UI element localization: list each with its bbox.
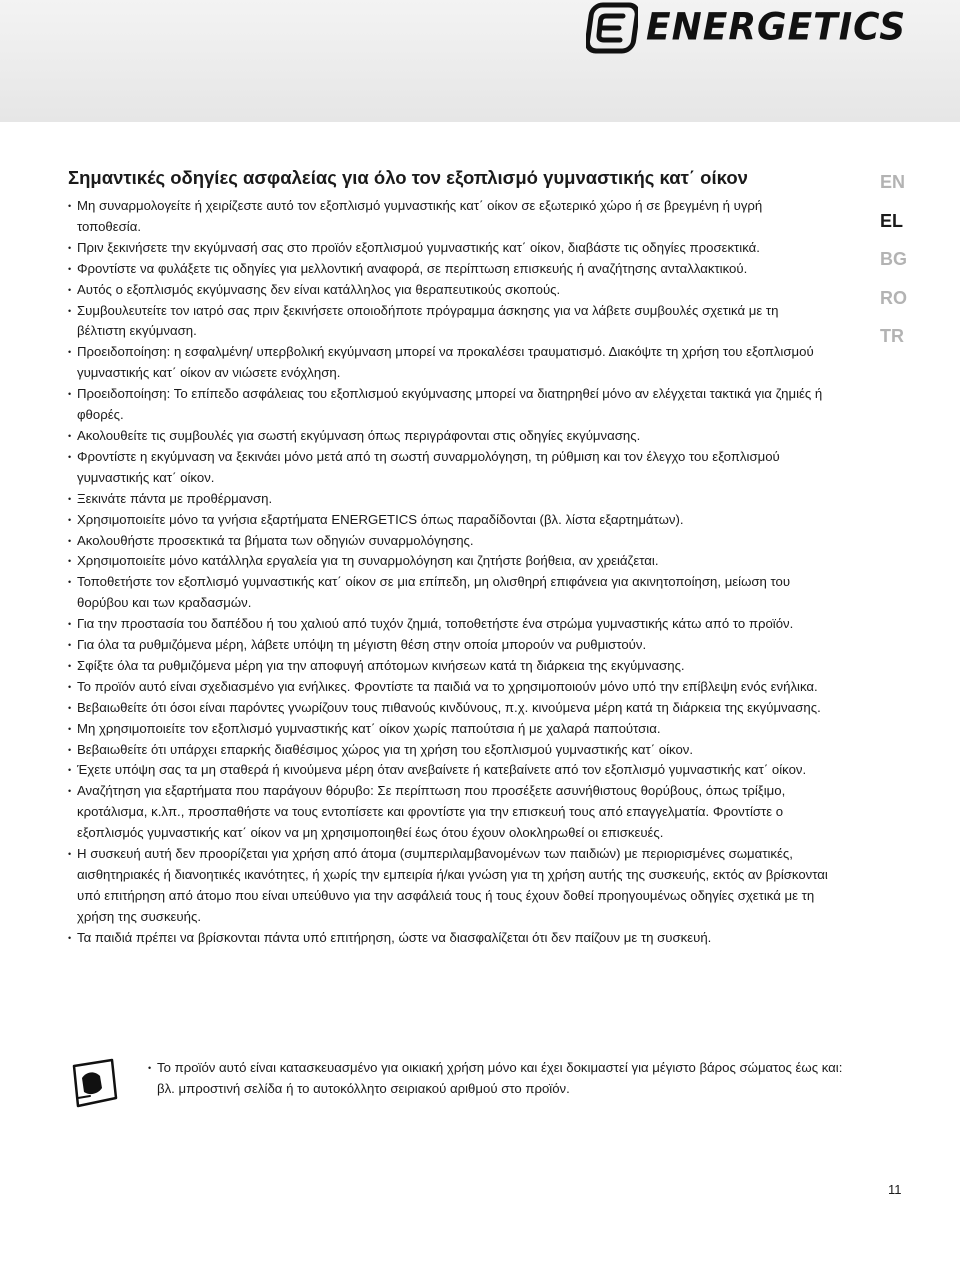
language-tab-en[interactable]: EN — [880, 172, 906, 192]
list-item: • Φροντίστε να φυλάξετε τις οδηγίες για μελλοντική αναφορά, σε περίπτωση επισκευής ή αναζήτησης ανταλλακτικού. — [68, 259, 828, 280]
language-tab-ro[interactable]: RO — [880, 287, 907, 308]
list-item: • Συμβουλευτείτε τον ιατρό σας πριν ξεκινήσετε οποιοδήποτε πρόγραμμα άσκησης για να λάβετε συμβουλές σχετικά με τη βέλτιστη εκγύμναση. — [68, 301, 828, 343]
list-item: • Ακολουθήστε προσεκτικά τα βήματα των οδηγιών συναρμολόγησης. — [68, 531, 828, 552]
language-nav — [880, 170, 940, 363]
list-item: • Έχετε υπόψη σας τα μη σταθερά ή κινούμενα μέρη όταν ανεβαίνετε ή κατεβαίνετε από τον εξοπλισμό γυμναστικής κατ΄ οίκον. — [68, 760, 828, 781]
list-item: • Βεβαιωθείτε ότι υπάρχει επαρκής διαθέσιμος χώρος για τη χρήση του εξοπλισμού γυμναστικής κατ΄ οίκον. — [68, 740, 828, 761]
list-item: • Για την προστασία του δαπέδου ή του χαλιού από τυχόν ζημιά, τοποθετήστε ένα στρώμα γυμναστικής κάτω από το προϊόν. — [68, 614, 828, 635]
list-item: • Προειδοποίηση: Το επίπεδο ασφάλειας του εξοπλισμού εκγύμνασης μπορεί να διατηρηθεί μόνο αν ελέγχεται τακτικά για ζημιές ή φθορές. — [68, 384, 828, 426]
list-item: • Ακολουθείτε τις συμβουλές για σωστή εκγύμναση όπως περιγράφονται στις οδηγίες εκγύμνασης. — [68, 426, 828, 447]
list-item: • Τοποθετήστε τον εξοπλισμό γυμναστικής κατ΄ οίκον σε μια επίπεδη, μη ολισθηρή επιφάνεια για ακινητοποίηση, μείωση του θορύβου και των κραδασμών. — [68, 572, 828, 614]
safety-list — [68, 196, 828, 949]
language-tab-tr[interactable]: TR — [880, 326, 904, 347]
safety-section — [68, 166, 828, 949]
language-tab-el[interactable]: EL — [880, 210, 904, 231]
brand-logo — [586, 0, 931, 55]
list-item: • Πριν ξεκινήσετε την εκγύμνασή σας στο προϊόν εξοπλισμού γυμναστικής κατ΄ οίκον, διαβάστε τις οδηγίες προσεκτικά. — [68, 238, 828, 259]
section-title: Σημαντικές οδηγίες ασφαλείας για όλο τον εξοπλισμό γυμναστικής κατ΄ οίκον — [68, 167, 748, 188]
brand-name: ENERGETICS — [646, 5, 907, 50]
weight-note-text: • Το προϊόν αυτό είναι κατασκευασμένο για οικιακή χρήση μόνο και έχει δοκιμαστεί για μέγιστο βάρος σώματος έως και: βλ. μπροστινή σελίδα ή το αυτοκόλλητο σειριακού αριθμού στο προϊόν. — [148, 1058, 857, 1100]
list-item: • Αναζήτηση για εξαρτήματα που παράγουν θόρυβο: Σε περίπτωση που προσέξετε ασυνήθιστους θορύβους, όπως τρίξιμο, κροτάλισμα, κ.λπ., προσπαθήστε να τους εντοπίσετε και φροντίστε για την επισκευή τους από επαγγελματία. Φροντίστε ο εξοπλισμός γυμναστικής κατ΄ οίκον να μη χρησιμοποιηθεί έως ότου έχουν ολοκληρωθεί οι επισκευές. — [68, 781, 828, 844]
list-item: • Αυτός ο εξοπλισμός εκγύμνασης δεν είναι κατάλληλος για θεραπευτικούς σκοπούς. — [68, 280, 828, 301]
list-item: • Μη συναρμολογείτε ή χειρίζεστε αυτό τον εξοπλισμό γυμναστικής κατ΄ οίκον σε εξωτερικό χώρο ή σε βρεγμένη ή υγρή τοποθεσία. — [68, 196, 828, 238]
list-item: • Χρησιμοποιείτε μόνο τα γνήσια εξαρτήματα ENERGETICS όπως παραδίδονται (βλ. λίστα εξαρτημάτων). — [68, 510, 828, 531]
list-item: • Βεβαιωθείτε ότι όσοι είναι παρόντες γνωρίζουν τους πιθανούς κινδύνους, π.χ. κινούμενα μέρη κατά τη διάρκεια της εκγύμνασης. — [68, 698, 828, 719]
list-item: • Σφίξτε όλα τα ρυθμιζόμενα μέρη για την αποφυγή απότομων κινήσεων κατά τη διάρκεια της εκγύμνασης. — [68, 656, 828, 677]
list-item: • Η συσκευή αυτή δεν προορίζεται για χρήση από άτομα (συμπεριλαμβανομένων των παιδιών) με περιορισμένες σωματικές, αισθητηριακές ή διανοητικές ικανότητες, ή χωρίς την εμπειρία ή/και γνώση για τη χρήση αυτής της συσκευής, εκτός αν βρίσκονται υπό επιτήρηση από άτομο που είναι υπεύθυνο για την ασφάλειά τους ή τους έχουν δοθεί προηγουμένως οδηγίες σχετικά με τη χρήση της συσκευής. — [68, 844, 828, 928]
list-item: • Για όλα τα ρυθμιζόμενα μέρη, λάβετε υπόψη τη μέγιστη θέση στην οποία μπορούν να ρυθμιστούν. — [68, 635, 828, 656]
list-item: • Ξεκινάτε πάντα με προθέρμανση. — [68, 489, 828, 510]
page-number: 11 — [888, 1182, 902, 1197]
list-item: • Μη χρησιμοποιείτε τον εξοπλισμό γυμναστικής κατ΄ οίκον χωρίς παπούτσια ή με χαλαρά παπούτσια. — [68, 719, 828, 740]
language-tab-bg[interactable]: BG — [880, 249, 907, 270]
list-item: • Το προϊόν αυτό είναι σχεδιασμένο για ενήλικες. Φροντίστε τα παιδιά να το χρησιμοποιούν μόνο υπό την επίβλεψη ενός ενήλικα. — [68, 677, 828, 698]
list-item: • Τα παιδιά πρέπει να βρίσκονται πάντα υπό επιτήρηση, ώστε να διασφαλίζεται ότι δεν παίζουν με τη συσκευή. — [68, 928, 828, 949]
list-item: • Χρησιμοποιείτε μόνο κατάλληλα εργαλεία για τη συναρμολόγηση και ζητήστε βοήθεια, αν χρειάζεται. — [68, 551, 828, 572]
body-scale-icon — [68, 1058, 118, 1108]
energetics-e-logo-icon — [586, 2, 638, 54]
list-item: • Φροντίστε η εκγύμναση να ξεκινάει μόνο μετά από τη σωστή συναρμολόγηση, τη ρύθμιση και τον έλεγχο του εξοπλισμού γυμναστικής κατ΄ οίκον. — [68, 447, 828, 489]
list-item: • Προειδοποίηση: η εσφαλμένη/ υπερβολική εκγύμναση μπορεί να προκαλέσει τραυματισμό. Διακόψτε τη χρήση του εξοπλισμού γυμναστικής κατ΄ οίκον αν νιώσετε ενόχληση. — [68, 342, 828, 384]
